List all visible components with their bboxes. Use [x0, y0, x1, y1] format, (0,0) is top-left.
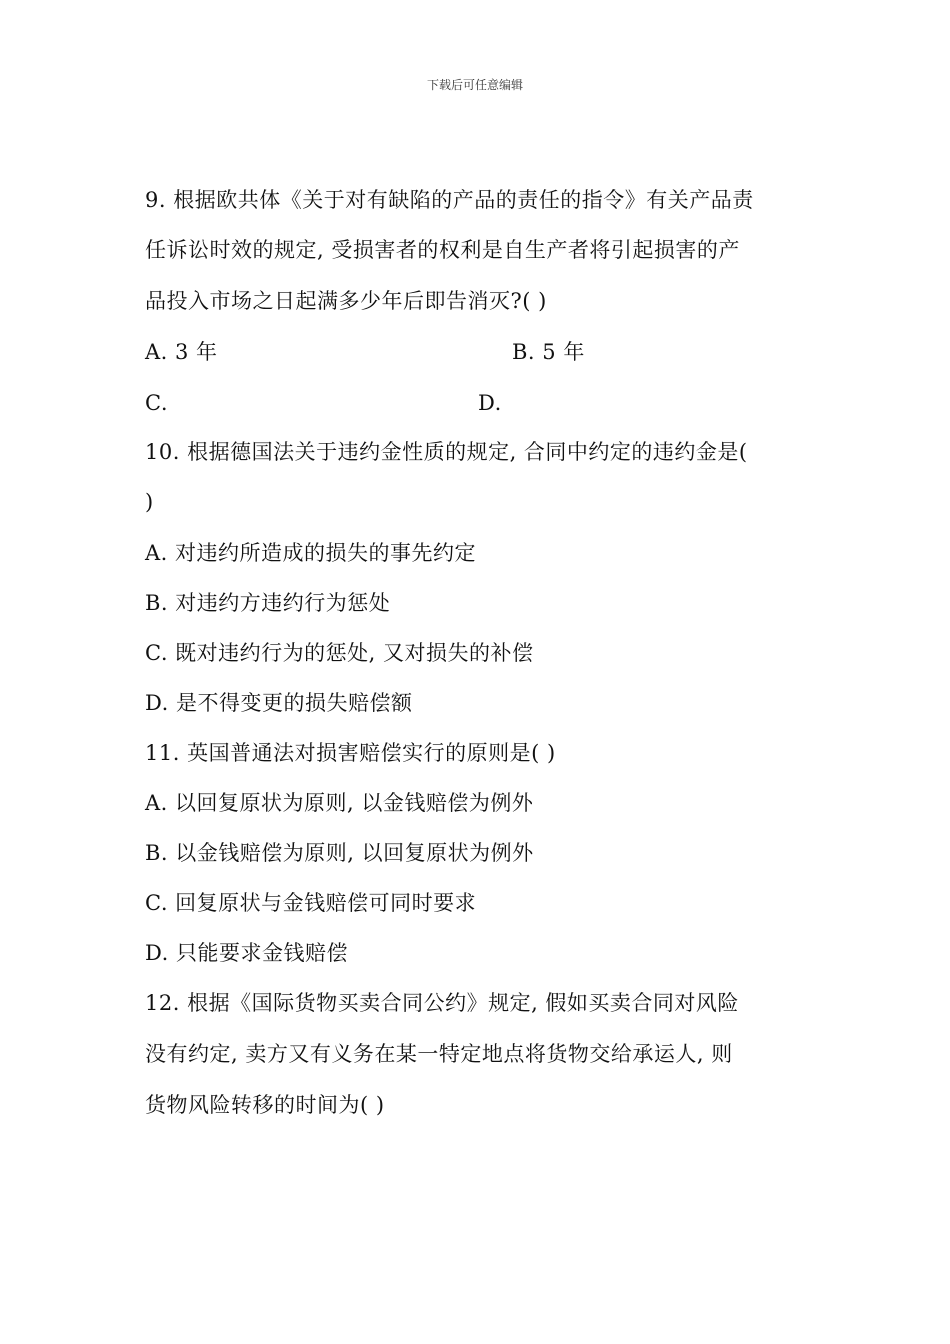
- question-11-option-a: A. 以回复原状为原则, 以金钱赔偿为例外: [145, 791, 534, 815]
- question-10-option-d: D. 是不得变更的损失赔偿额: [145, 691, 413, 715]
- question-11-option-d: D. 只能要求金钱赔偿: [145, 941, 348, 965]
- page-header: 下载后可任意编辑: [426, 78, 523, 92]
- question-10-option-a: A. 对违约所造成的损失的事先约定: [145, 541, 477, 565]
- question-9-line-2: 任诉讼时效的规定, 受损害者的权利是自生产者将引起损害的产: [145, 238, 740, 262]
- question-12-line-3: 货物风险转移的时间为( ): [145, 1093, 385, 1117]
- question-10-line-2: ): [145, 490, 154, 514]
- question-9-line-1: 9. 根据欧共体《关于对有缺陷的产品的责任的指令》有关产品责: [145, 188, 754, 212]
- option-b: B. 5 年: [512, 340, 585, 364]
- question-9-options-cd: [145, 388, 805, 418]
- question-12-line-2: 没有约定, 卖方又有义务在某一特定地点将货物交给承运人, 则: [145, 1042, 733, 1066]
- question-9-options-ab: [145, 337, 805, 367]
- question-11-option-c: C. 回复原状与金钱赔偿可同时要求: [145, 891, 477, 915]
- question-9-line-3: 品投入市场之日起满多少年后即告消灭?( ): [145, 289, 547, 313]
- question-11-line-1: 11. 英国普通法对损害赔偿实行的原则是( ): [145, 741, 556, 765]
- question-12-line-1: 12. 根据《国际货物买卖合同公约》规定, 假如买卖合同对风险: [145, 991, 739, 1015]
- option-c: C.: [145, 391, 168, 415]
- question-10-line-1: 10. 根据德国法关于违约金性质的规定, 合同中约定的违约金是(: [145, 440, 748, 464]
- question-11-option-b: B. 以金钱赔偿为原则, 以回复原状为例外: [145, 841, 534, 865]
- question-10-option-c: C. 既对违约行为的惩处, 又对损失的补偿: [145, 641, 534, 665]
- question-10-option-b: B. 对违约方违约行为惩处: [145, 591, 391, 615]
- option-d: D.: [478, 391, 502, 415]
- option-a: A. 3 年: [145, 340, 218, 364]
